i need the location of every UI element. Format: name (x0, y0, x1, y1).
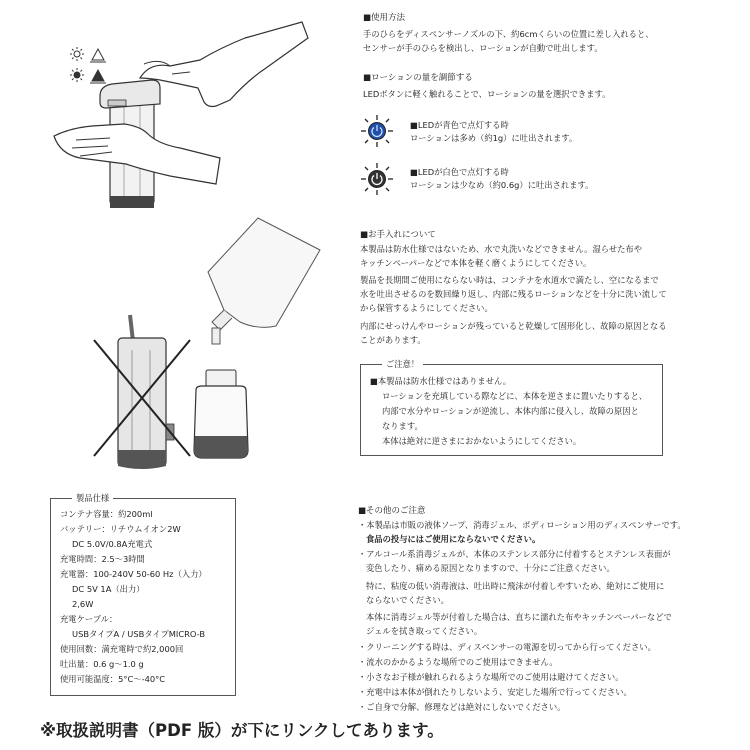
care-heading: ■お手入れについて (360, 230, 436, 240)
spec-line-3: DC 5.0V/0.8A充電式 (72, 539, 153, 549)
sensor-light-icon (70, 47, 106, 62)
other-line-10: ・流水のかかるような場所でのご使用はできません。 (358, 657, 558, 667)
care-line-5: から保管するようにしてください。 (360, 303, 493, 313)
other-line-9: ・クリーニングする時は、ディスペンサーの電源を切ってから行ってください。 (358, 642, 656, 652)
spec-line-6: DC 5V 1A（出力） (72, 584, 145, 594)
other-line-5: 特に、粘度の低い消毒液は、吐出時に飛沫が付着しやすいため、絶対にご使用に (366, 581, 665, 591)
led-white-line-1: ■LEDが白色で点灯する時 (410, 167, 509, 177)
other-line-6: ならないでください。 (366, 595, 449, 605)
spec-line-1: コンテナ容量：約200ml (60, 509, 153, 519)
other-line-2: 食品の投与にはご使用にならないでください。 (366, 534, 541, 544)
spec-line-7: 2,6W (72, 599, 94, 609)
care-line-2: キッチンペーパーなどで本体を軽く磨くようにしてください。 (360, 258, 592, 268)
caution-line-5: 本体は絶対に逆さまにおかないようにしてください。 (382, 436, 582, 446)
other-line-11: ・小さなお子様が触れられるような場所でのご使用は避けてください。 (358, 672, 624, 682)
specs-title: 製品仕様 (72, 492, 113, 504)
led-blue-line-1: ■LEDが青色で点灯する時 (410, 120, 509, 130)
led-white-line-2: ローションは少なめ（約0.6g）に吐出されます。 (410, 180, 594, 190)
other-line-1: ・本製品は市販の液体ソープ、消毒ジェル、ボディローション用のディスペンサーです。 (358, 520, 686, 530)
usage-line-2: センサーが手のひらを検出し、ローションが自動で吐出します。 (363, 43, 603, 53)
spec-line-2: バッテリー：リチウムイオン2W (60, 524, 181, 534)
care-line-7: ことがあります。 (360, 335, 426, 345)
other-line-8: ジェルを拭き取ってください。 (366, 626, 482, 636)
spec-line-5: 充電器：100-240V 50-60 Hz（入力） (60, 569, 207, 579)
spec-line-9: USBタイプA / USBタイプMICRO-B (72, 629, 206, 639)
caution-title: ご注意！ (382, 358, 423, 370)
dispenser-hand-illustration (40, 8, 340, 218)
other-line-3: ・アルコール系消毒ジェルが、本体のステンレス部分に付着するとステンレス表面が (358, 549, 671, 559)
adjust-heading: ■ローションの量を調節する (363, 73, 473, 83)
manual-pdf-link-note: ※取扱説明書（PDF 版）が下にリンクしてあります。 (40, 721, 444, 740)
usage-heading: ■使用方法 (363, 13, 406, 23)
container-bottle-icon (194, 370, 248, 458)
spec-line-12: 使用可能温度：5°C〜-40°C (60, 674, 166, 684)
other-line-7: 本体に消毒ジェル等が付着した場合は、直ちに濡れた布やキッチンペーパーなどで (366, 612, 672, 622)
caution-line-3: 内部で水分やローションが逆流し、本体内部に侵入し、故障の原因と (382, 406, 639, 416)
care-line-1: 本製品は防水仕様ではないため、水で丸洗いなどできません。湿らせた布や (360, 244, 643, 254)
spec-line-8: 充電ケーブル： (60, 614, 118, 624)
led-white-icon (360, 162, 394, 196)
refill-pouch-icon (208, 218, 320, 344)
spec-line-11: 吐出量：0.6 g〜1.0 g (60, 659, 144, 669)
spec-line-10: 使用回数：満充電時で約2,000回 (60, 644, 184, 654)
led-blue-line-2: ローションは多め（約1g）に吐出されます。 (410, 133, 578, 143)
other-line-13: ・ご自身で分解、修理などは絶対にしないでください。 (358, 702, 566, 712)
refill-illustration (90, 210, 340, 475)
care-line-3: 製品を長期間ご使用にならない時は、コンテナを水道水で満たし、空になるまで (360, 275, 659, 285)
led-blue-icon (360, 114, 394, 148)
other-heading: ■その他のご注意 (358, 506, 426, 516)
spec-line-4: 充電時間：2.5〜3時間 (60, 554, 145, 564)
care-line-4: 水を吐出させるのを数回繰り返し、内部に残るローションなどを十分に洗い流して (360, 289, 667, 299)
caution-line-4: なります。 (382, 421, 423, 431)
usage-line-1: 手のひらをディスペンサーノズルの下、約6cmくらいの位置に差し入れると、 (363, 29, 654, 39)
caution-line-2: ローションを充填している際などに、本体を逆さまに置いたりすると、 (382, 391, 648, 401)
care-line-6: 内部にせっけんやローションが残っていると乾燥して固形化し、故障の原因となる (360, 321, 667, 331)
sensor-light-active-icon (70, 68, 106, 83)
other-line-12: ・充電中は本体が倒れたりしないよう、安定した場所で行ってください。 (358, 687, 632, 697)
caution-line-1: ■本製品は防水仕様ではありません。 (370, 376, 512, 386)
adjust-line: LEDボタンに軽く触れることで、ローションの量を選択できます。 (363, 89, 611, 99)
other-line-4: 変色したり、痛める原因となりますので、十分にご注意ください。 (366, 563, 615, 573)
